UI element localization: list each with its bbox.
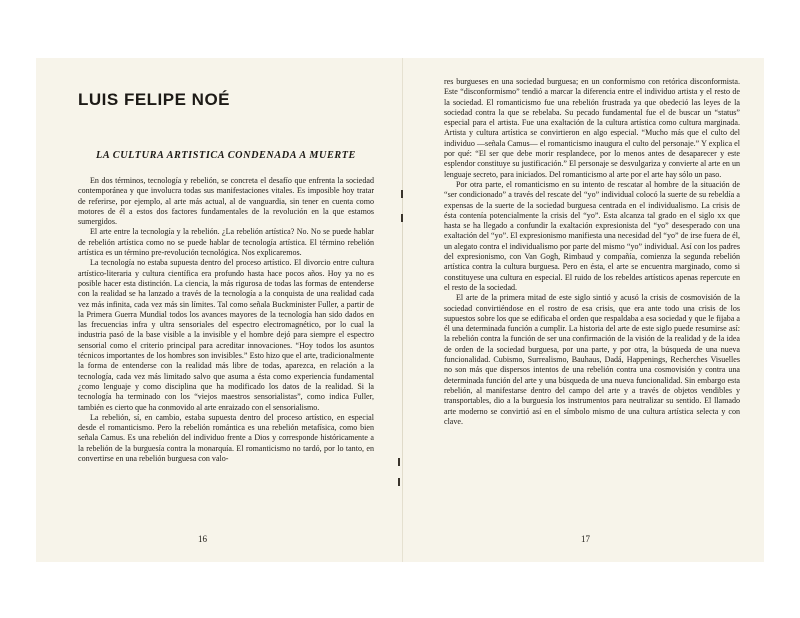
left-page bbox=[36, 58, 402, 562]
right-page-body bbox=[444, 77, 740, 427]
paragraph-1: En dos términos, tecnología y rebelión, se concreta el desafío que enfrenta la sociedad contemporánea y que involucra todas sus manifestaciones vitales. Es imposible hoy tratar de referirse, por ejemplo, al arte más actual, al de vanguardia, sin tener en cuenta como motores de él a estos dos factores fundamentales de la revolución en la que estamos sumergidos. bbox=[78, 176, 374, 227]
paragraph-7: El arte de la primera mitad de este siglo sintió y acusó la crisis de cosmovisión de la sociedad convirtiéndose en el rostro de esa crisis, que era ante todo una crisis de los supuestos sobre los que se edificaba el orden que respaldaba a esa sociedad y que le fijaba a él una determinada función a cumplir. La historia del arte de este siglo puede resumirse así: la rebelión contra la función de ser una confirmación de la visión de la realidad y de la idea de orden de la sociedad burguesa, por una parte, y por otra, la búsqueda de una nueva funcionalidad. Cubismo, Surrealismo, Bauhaus, Dadá, Happenings, Recherches Visuelles no son más que dispersos intentos de una rebelión contra una cosmovisión y contra una determinada función del arte y una búsqueda de una nueva funcionalidad. Sin embargo esta rebelión, al manifestarse dentro del campo del arte y a través de objetos vendibles y transportables, dio a la burguesía los instrumentos para neutralizar su sentido. El llamado arte moderno se convirtió así en el símbolo mismo de una cultura artística selecta y con clave. bbox=[444, 293, 740, 426]
scan-mark bbox=[401, 190, 403, 198]
paragraph-2: El arte entre la tecnología y la rebelión. ¿La rebelión artística? No. No se puede hablar de rebelión artística como no se puede hablar de tecnología artística. El término rebelión artística es un término pre-revolución tecnológica. Nos explicaremos. bbox=[78, 227, 374, 258]
right-page bbox=[403, 58, 764, 562]
paragraph-5: res burgueses en una sociedad burguesa; en un conformismo con retórica disconformista. Este “disconformismo” tendió a marcar la diferencia entre el individuo artista y el resto de la sociedad. El romanticismo fue una rebelión frustrada ya que obedeció las leyes de la sociedad contra la que se rebelaba. Su pecado fundamental fue el de buscar un “status” especial para el artista. Fue una exaltación de la cultura artística como cultura marginada. Artista y cultura artística se convirtieron en algo especial. “Mucho más que el culto del individuo —señala Camus— el romanticismo inaugura el culto del personaje.” Y explica el por qué: “El ser que debe morir resplandece, por lo menos antes de desaparecer y este esplendor constituye su justificación.” El personaje se desvulgariza y convierte al arte en un lenguaje secreto, para iniciados. Del romanticismo al arte por el arte hay sólo un paso. bbox=[444, 77, 740, 179]
scan-mark bbox=[398, 458, 400, 466]
paragraph-4: La rebelión, sí, en cambio, estaba supuesta dentro del proceso artístico, en especial desde el romanticismo. Pero la rebelión romántica es una rebelión metafísica, como bien señala Camus. Es una rebelión del individuo frente a Dios y corresponde históricamente a la rebelión de la burguesía contra la monarquía. El romanticismo no tardó, por lo tanto, en convertirse en una rebelión burguesa con valo- bbox=[78, 412, 374, 464]
paragraph-6: Por otra parte, el romanticismo en su intento de rescatar al hombre de la situación de “ser condicionado” a través del rescate del “yo” individual colocó la suerte de su rebeldía a expensas de la suerte de la sociedad burguesa centrada en el individualismo. La crisis de ésta contenía potencialmente la crisis del “yo”. Esta alcanza tal grado en el siglo xx que hasta se ha llegado a confundir la exaltación expresionista del “yo” desesperado con una exaltación del “yo”. El expresionismo manifiesta una necesidad del “yo” de irse fuera de él, un alegato contra el individualismo por parte del mismo “yo” individual. Así con los padres del expresionismo, con Van Gogh, Rimbaud y compañía, comienza la segunda rebelión artística contra la cultura burguesa. Pero en ésta, el arte se encuentra marginado, como si constituyese una cultura en especial. El ruido de los rebeldes artísticos apenas repercute en el resto de la sociedad. bbox=[444, 179, 740, 292]
page-number-right: 17 bbox=[581, 534, 590, 544]
page-number-left: 16 bbox=[198, 534, 207, 544]
left-page-body bbox=[78, 176, 374, 464]
author-heading: LUIS FELIPE NOÉ bbox=[78, 90, 231, 109]
page-gutter bbox=[402, 58, 403, 562]
book-spread bbox=[36, 58, 764, 562]
scan-mark bbox=[398, 478, 400, 486]
essay-title: LA CULTURA ARTISTICA CONDENADA A MUERTE bbox=[96, 150, 356, 161]
paragraph-3: La tecnología no estaba supuesta dentro del proceso artístico. El divorcio entre cultura artístico-literaria y cultura científica era profundo hasta hace pocos años. Hoy ya no es posible hacer esta distinción. La ciencia, la más rigurosa de todas las formas de entenderse con la realidad se ha lanzado a través de la tecnología a la conquista de una realidad cada vez más infinita, cada vez más sin límites. Tal como señala Buckminister Fuller, a partir de la Primera Guerra Mundial todos los avances mayores de la tecnología han sido dados en las frecuencias infra y ultra sensoriales del espectro electromagnético, por lo cual la industria pasó de la base visible a la invisible y el hombre dejó para siempre el espectro sensorial como el criterio principal para acreditar innovaciones. “Hoy todos los asuntos técnicos importantes de los hombres son invisibles.” Esto hizo que el arte, tradicionalmente la forma de entenderse con la realidad más libre de todas, aparezca, en relación a la tecnología, cada vez más limitado salvo que asuma a ésta como experiencia fundamental ¿como lenguaje y como disciplina que ha modificado los datos de la realidad. Si la tecnología ha terminado con los “viejos maestros sensorialistas”, como indica Fuller, también es cierto que ha conmovido al arte enraizado con el sensorialismo. bbox=[78, 258, 374, 412]
scan-mark bbox=[401, 214, 403, 222]
